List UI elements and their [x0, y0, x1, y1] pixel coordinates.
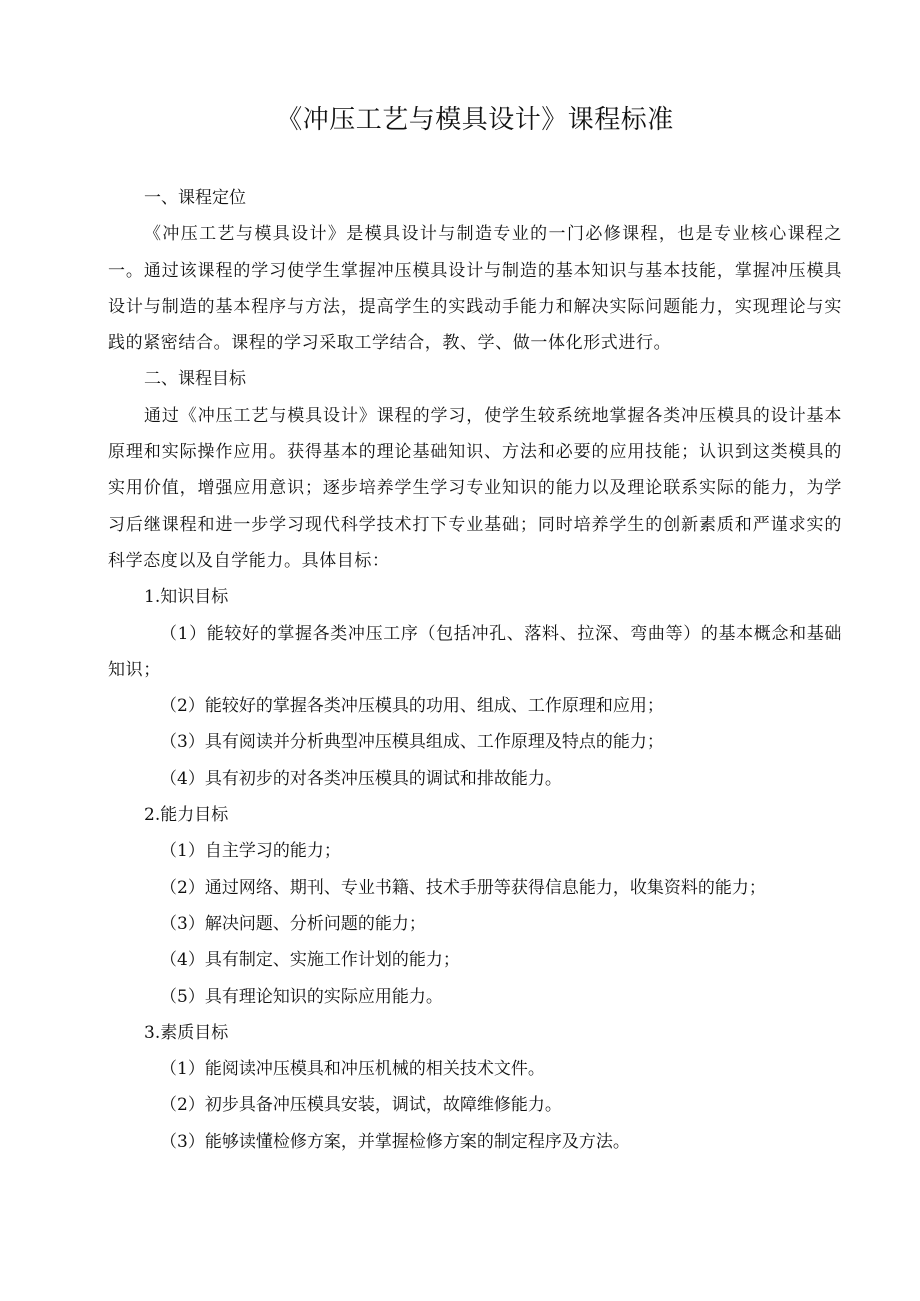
section-heading-course-objectives: 二、课程目标	[144, 369, 246, 390]
subheading-ability-objectives: 2.能力目标	[144, 805, 229, 826]
course-objectives-paragraph: 通过《冲压工艺与模具设计》课程的学习，使学生较系统地掌握各类冲压模具的设计基本原理和实际操作应用。获得基本的理论基础知识、方法和必要的应用技能；认识到这类模具的实用价值，增强应用意识；逐步培养学生学习专业知识的能力以及理论联系实际的能力，为学习后继课程和进一步学习现代科学技术打下专业基础；同时培养学生的创新素质和严谨求实的科学态度以及自学能力。具体目标：	[108, 405, 842, 571]
document-title: 《冲压工艺与模具设计》课程标准	[276, 105, 674, 135]
quality-item: （3）能够读懂检修方案，并掌握检修方案的制定程序及方法。	[160, 1131, 630, 1152]
subheading-knowledge-objectives: 1.知识目标	[144, 587, 229, 608]
knowledge-item: （2）能较好的掌握各类冲压模具的功用、组成、工作原理和应用；	[160, 696, 664, 717]
quality-item: （2）初步具备冲压模具安装，调试，故障维修能力。	[160, 1095, 562, 1116]
ability-item: （2）通过网络、期刊、专业书籍、技术手册等获得信息能力，收集资料的能力；	[160, 877, 766, 898]
section-heading-course-positioning: 一、课程定位	[144, 188, 246, 208]
course-positioning-paragraph: 《冲压工艺与模具设计》是模具设计与制造专业的一门必修课程，也是专业核心课程之一。通过该课程的学习使学生掌握冲压模具设计与制造的基本知识与基本技能，掌握冲压模具设计与制造的基本程序与方法，提高学生的实践动手能力和解决实际问题能力，实现理论与实践的紧密结合。课程的学习采取工学结合，教、学、做一体化形式进行。	[108, 224, 842, 354]
knowledge-item: （4）具有初步的对各类冲压模具的调试和排故能力。	[160, 768, 562, 789]
knowledge-item: （3）具有阅读并分析典型冲压模具组成、工作原理及特点的能力；	[160, 732, 664, 753]
ability-item: （4）具有制定、实施工作计划的能力；	[160, 950, 460, 971]
ability-item: （1）自主学习的能力；	[160, 841, 341, 862]
subheading-quality-objectives: 3.素质目标	[144, 1022, 229, 1043]
ability-item: （3）解决问题、分析问题的能力；	[160, 913, 426, 934]
quality-item: （1）能阅读冲压模具和冲压机械的相关技术文件。	[160, 1059, 545, 1080]
ability-item: （5）具有理论知识的实际应用能力。	[160, 986, 443, 1007]
document-body	[108, 180, 842, 1160]
knowledge-item: （1）能较好的掌握各类冲压工序（包括冲孔、落料、拉深、弯曲等）的基本概念和基础知识；	[108, 623, 842, 680]
